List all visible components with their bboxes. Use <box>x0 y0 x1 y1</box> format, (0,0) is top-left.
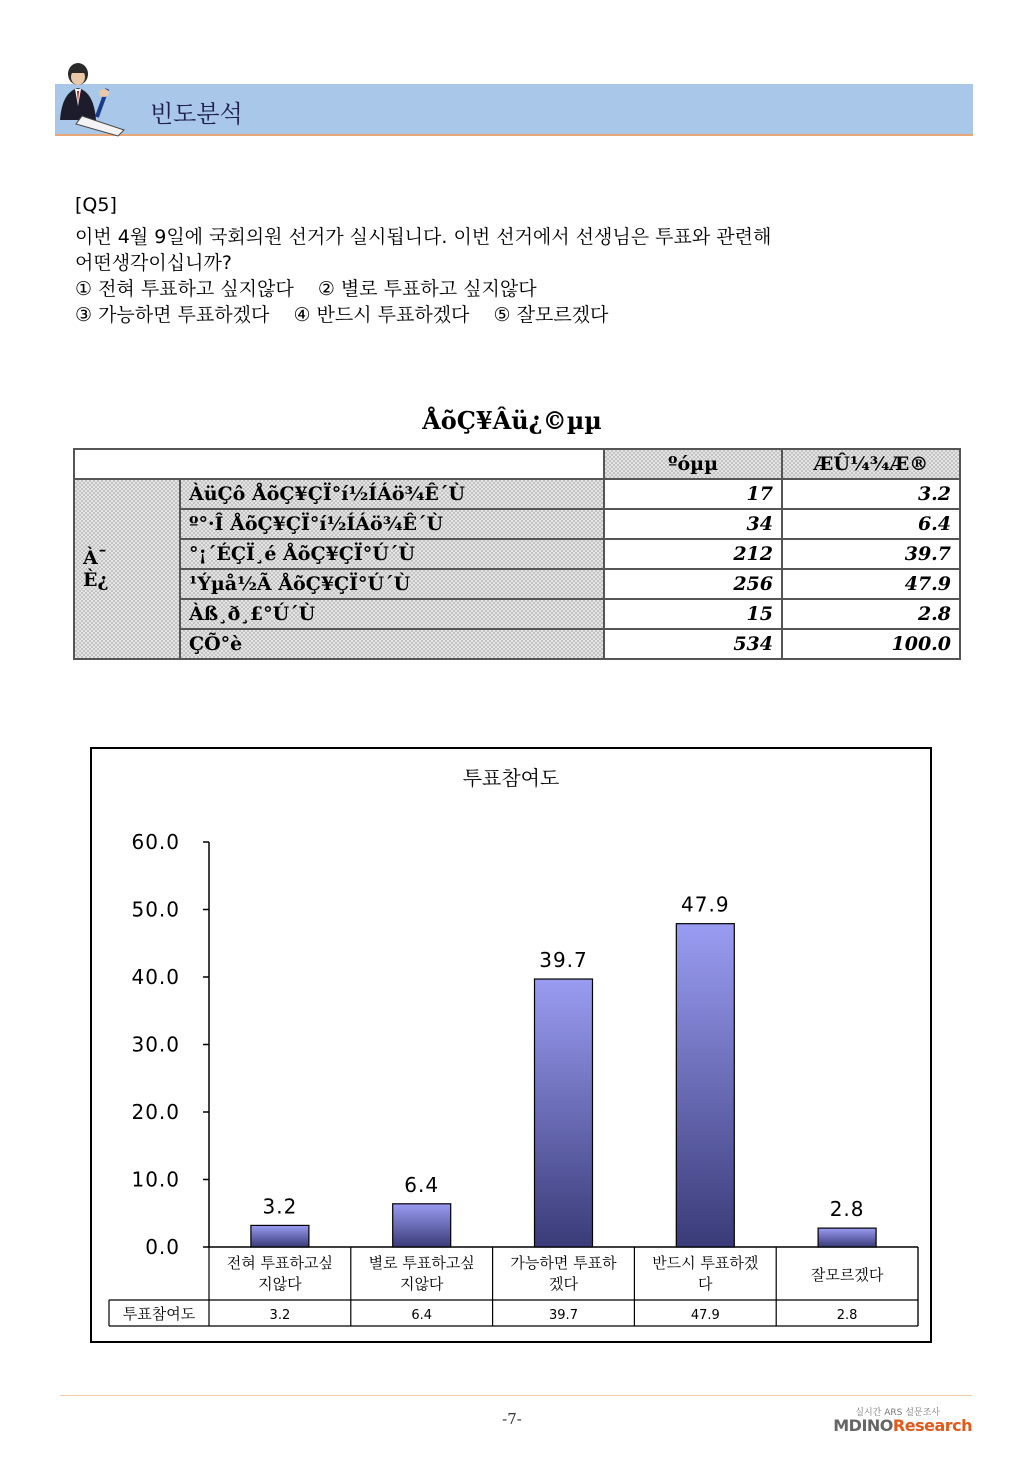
x-tick-label: 가능하면 투표하 <box>510 1254 617 1272</box>
row-count: 256 <box>604 569 782 599</box>
brand-logo-part2: Research <box>892 1416 972 1435</box>
row-count: 15 <box>604 599 782 629</box>
row-percent: 3.2 <box>782 479 960 509</box>
row-label: Àß¸ð¸£°Ú´Ù <box>180 599 604 629</box>
question-id: [Q5] <box>75 194 117 216</box>
data-label: 47.9 <box>681 892 730 917</box>
page-number: -7- <box>502 1410 522 1428</box>
series-legend-label: 투표참여도 <box>122 1305 196 1323</box>
row-label: °¡´ÉÇÏ¸é ÅõÇ¥ÇÏ°Ú´Ù <box>180 539 604 569</box>
data-table-value: 47.9 <box>690 1308 720 1323</box>
table-header-empty <box>74 449 604 479</box>
table-row <box>74 509 960 539</box>
y-tick-label: 40.0 <box>131 965 180 989</box>
table-row-total <box>74 629 960 659</box>
y-tick-label: 0.0 <box>145 1235 180 1259</box>
y-tick-label: 10.0 <box>131 1167 180 1192</box>
row-percent: 100.0 <box>782 629 960 659</box>
bar <box>251 1225 309 1247</box>
brand-tagline: 실시간 ARS 설문조사 <box>855 1408 940 1418</box>
row-percent: 2.8 <box>782 599 960 629</box>
chart-title: 투표참여도 <box>462 766 560 790</box>
table-title: ÅõÇ¥Âü¿©µµ <box>422 406 602 435</box>
y-tick-label: 60.0 <box>131 830 180 854</box>
x-tick-label: 별로 투표하고싶 <box>368 1254 475 1272</box>
x-tick-label: 반드시 투표하겠 <box>652 1254 759 1272</box>
table-header-row <box>74 449 960 479</box>
row-count: 212 <box>604 539 782 569</box>
row-count: 17 <box>604 479 782 509</box>
bar <box>818 1228 876 1247</box>
y-tick-label: 50.0 <box>131 897 180 922</box>
row-count: 534 <box>604 629 782 659</box>
row-group-label <box>74 479 180 659</box>
businessman-writing-icon <box>52 60 132 140</box>
y-tick-label: 20.0 <box>131 1100 180 1124</box>
question-text-line2: 어떤생각이십니까? <box>75 252 232 274</box>
row-label: º°·Î ÅõÇ¥ÇÏ°í½ÍÁö¾Ê´Ù <box>180 509 604 539</box>
row-count: 34 <box>604 509 782 539</box>
data-table-value: 2.8 <box>836 1308 858 1323</box>
answer-options-line1: ① 전혀 투표하고 싶지않다 ② 별로 투표하고 싶지않다 <box>75 278 537 300</box>
data-label: 39.7 <box>539 948 588 973</box>
row-label: ÇÕ°è <box>180 629 604 659</box>
answer-options-line2: ③ 가능하면 투표하겠다 ④ 반드시 투표하겠다 ⑤ 잘모르겠다 <box>75 304 609 326</box>
bar-chart-svg <box>92 749 930 1341</box>
row-group-label-line1: À¯ <box>83 547 108 569</box>
page-title: 빈도분석 <box>150 100 243 128</box>
row-label: ÀüÇô ÅõÇ¥ÇÏ°í½ÍÁö¾Ê´Ù <box>180 479 604 509</box>
row-group-label-line2: È¿ <box>83 569 109 591</box>
x-tick-label: 겠다 <box>549 1275 578 1293</box>
data-table-value: 6.4 <box>411 1308 433 1323</box>
bar <box>676 924 734 1247</box>
data-table-value: 3.2 <box>269 1308 291 1323</box>
data-label: 3.2 <box>262 1194 298 1219</box>
header-count: ºóµµ <box>604 449 782 479</box>
header-percent: ÆÛ¼¾Æ® <box>782 449 960 479</box>
header-underline <box>55 134 973 136</box>
table-row <box>74 479 960 509</box>
brand-logo <box>833 1416 972 1435</box>
row-percent: 6.4 <box>782 509 960 539</box>
y-tick-label: 30.0 <box>131 1032 180 1057</box>
brand-logo-part1: MDINO <box>833 1416 893 1435</box>
bar-chart <box>90 747 932 1343</box>
x-tick-label: 전혀 투표하고싶 <box>226 1254 334 1272</box>
table-row <box>74 599 960 629</box>
row-percent: 47.9 <box>782 569 960 599</box>
row-label: ¹Ýµå½Ã ÅõÇ¥ÇÏ°Ú´Ù <box>180 569 604 599</box>
bar <box>535 979 593 1247</box>
x-tick-label: 잘모르겠다 <box>810 1266 884 1284</box>
x-tick-label: 지않다 <box>399 1275 444 1293</box>
frequency-table <box>73 448 961 660</box>
x-tick-label: 다 <box>698 1275 713 1293</box>
question-text-line1: 이번 4월 9일에 국회의원 선거가 실시됩니다. 이번 선거에서 선생님은 투표와 관련해 <box>75 226 772 248</box>
footer-line <box>60 1395 972 1396</box>
table-row <box>74 569 960 599</box>
x-tick-label: 지않다 <box>258 1275 302 1293</box>
bar <box>393 1204 451 1247</box>
data-label: 6.4 <box>404 1172 440 1197</box>
row-percent: 39.7 <box>782 539 960 569</box>
data-label: 2.8 <box>829 1197 865 1222</box>
data-table-value: 39.7 <box>549 1308 578 1323</box>
table-row <box>74 539 960 569</box>
